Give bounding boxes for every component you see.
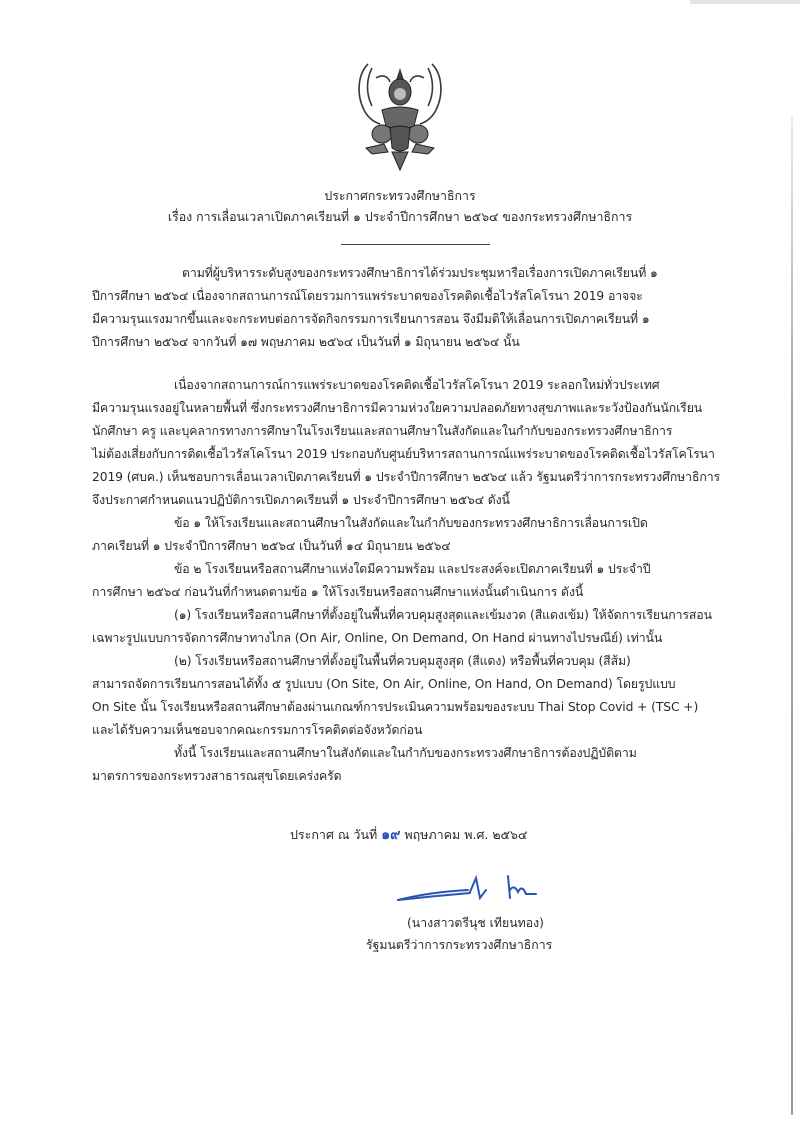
body-line: On Site นั้น โรงเรียนหรือสถานศึกษาต้องผ่านเกณฑ์การประเมินความพร้อมของระบบ Thai Stop Covid + (TSC +) (92, 700, 699, 714)
header-divider (341, 244, 490, 245)
body-line: นักศึกษา ครู และบุคลากรทางการศึกษาในโรงเรียนและสถานศึกษาในสังกัดและในกำกับของกระทรวงศึกษาธิการ (92, 424, 673, 438)
body-line: ตามที่ผู้บริหารระดับสูงของกระทรวงศึกษาธิการได้ร่วมประชุมหารือเรื่องการเปิดภาคเรียนที่ ๑ (182, 266, 658, 280)
body-line: การศึกษา ๒๕๖๔ ก่อนวันที่กำหนดตามข้อ ๑ ให้โรงเรียนหรือสถานศึกษาแห่งนั้นดำเนินการ ดังนี้ (92, 585, 584, 599)
body-line: (๒) โรงเรียนหรือสถานศึกษาที่ตั้งอยู่ในพื้นที่ควบคุมสูงสุด (สีแดง) หรือพื้นที่ควบคุม (สีส้ม) (174, 654, 631, 668)
body-line: ไม่ต้องเสี่ยงกับการติดเชื้อไวรัสโคโรนา 2019 ประกอบกับศูนย์บริหารสถานการณ์แพร่ระบาดของโรคติดเชื้อไวรัสโคโรนา (92, 447, 715, 461)
signer-title: รัฐมนตรีว่าการกระทรวงศึกษาธิการ (366, 938, 553, 952)
signer-name: (นางสาวตรีนุช เทียนทอง) (407, 916, 544, 930)
announcement-title: ประกาศกระทรวงศึกษาธิการ (324, 188, 476, 203)
body-line: สามารถจัดการเรียนการสอนได้ทั้ง ๕ รูปแบบ (On Site, On Air, Online, On Hand, On Demand) โดยรูปแบบ (92, 677, 676, 691)
body-line: จึงประกาศกำหนดแนวปฏิบัติการเปิดภาคเรียนที่ ๑ ประจำปีการศึกษา ๒๕๖๔ ดังนี้ (92, 493, 510, 507)
body-line: มาตรการของกระทรวงสาธารณสุขโดยเคร่งครัด (92, 769, 342, 783)
date-prefix: ประกาศ ณ วันที่ (290, 827, 378, 842)
body-line: เนื่องจากสถานการณ์การแพร่ระบาดของโรคติดเชื้อไวรัสโคโรนา 2019 ระลอกใหม่ทั่วประเทศ (174, 378, 660, 392)
date-day: ๑๙ (381, 827, 401, 843)
scan-artifact-edge (791, 115, 793, 1115)
body-line: ทั้งนี้ โรงเรียนและสถานศึกษาในสังกัดและในกำกับของกระทรวงศึกษาธิการต้องปฏิบัติตาม (174, 746, 637, 760)
garuda-emblem-icon (338, 54, 462, 176)
body-line: ปีการศึกษา ๒๕๖๔ จากวันที่ ๑๗ พฤษภาคม ๒๕๖๔ เป็นวันที่ ๑ มิถุนายน ๒๕๖๔ นั้น (92, 335, 520, 349)
body-line: มีความรุนแรงอยู่ในหลายพื้นที่ ซึ่งกระทรวงศึกษาธิการมีความห่วงใยความปลอดภัยทางสุขภาพและระวังป้องกันนักเรียน (92, 401, 703, 415)
body-line: ข้อ ๒ โรงเรียนหรือสถานศึกษาแห่งใดมีความพร้อม และประสงค์จะเปิดภาคเรียนที่ ๑ ประจำปี (174, 562, 651, 576)
body-line: ข้อ ๑ ให้โรงเรียนและสถานศึกษาในสังกัดและในกำกับของกระทรวงศึกษาธิการเลื่อนการเปิด (174, 516, 648, 530)
body-line: (๑) โรงเรียนหรือสถานศึกษาที่ตั้งอยู่ในพื้นที่ควบคุมสูงสุดและเข้มงวด (สีแดงเข้ม) ให้จัดการเรียนการสอน (174, 608, 712, 622)
scan-artifact-top (690, 0, 800, 4)
body-line: 2019 (ศบค.) เห็นชอบการเลื่อนเวลาเปิดภาคเรียนที่ ๑ ประจำปีการศึกษา ๒๕๖๔ แล้ว รัฐมนตรีว่าการกระทรวงศึกษาธิการ (92, 470, 721, 484)
announcement-date (290, 824, 527, 846)
date-month-year: พฤษภาคม พ.ศ. ๒๕๖๔ (404, 827, 528, 842)
signature-icon (390, 870, 560, 910)
body-line: ภาคเรียนที่ ๑ ประจำปีการศึกษา ๒๕๖๔ เป็นวันที่ ๑๔ มิถุนายน ๒๕๖๔ (92, 539, 451, 553)
announcement-subject: เรื่อง การเลื่อนเวลาเปิดภาคเรียนที่ ๑ ประจำปีการศึกษา ๒๕๖๔ ของกระทรวงศึกษาธิการ (167, 209, 633, 224)
body-line: เฉพาะรูปแบบการจัดการศึกษาทางไกล (On Air, Online, On Demand, On Hand ผ่านทางไปรษณีย์) เท่านั้น (92, 631, 663, 645)
body-line: มีความรุนแรงมากขึ้นและจะกระทบต่อการจัดกิจกรรมการเรียนการสอน จึงมีมติให้เลื่อนการเปิดภาคเรียนที่ ๑ (92, 312, 650, 326)
body-line: ปีการศึกษา ๒๕๖๔ เนื่องจากสถานการณ์โดยรวมการแพร่ระบาดของโรคติดเชื้อไวรัสโคโรนา 2019 อาจจะ (92, 289, 643, 303)
body-line: และได้รับความเห็นชอบจากคณะกรรมการโรคติดต่อจังหวัดก่อน (92, 723, 423, 737)
